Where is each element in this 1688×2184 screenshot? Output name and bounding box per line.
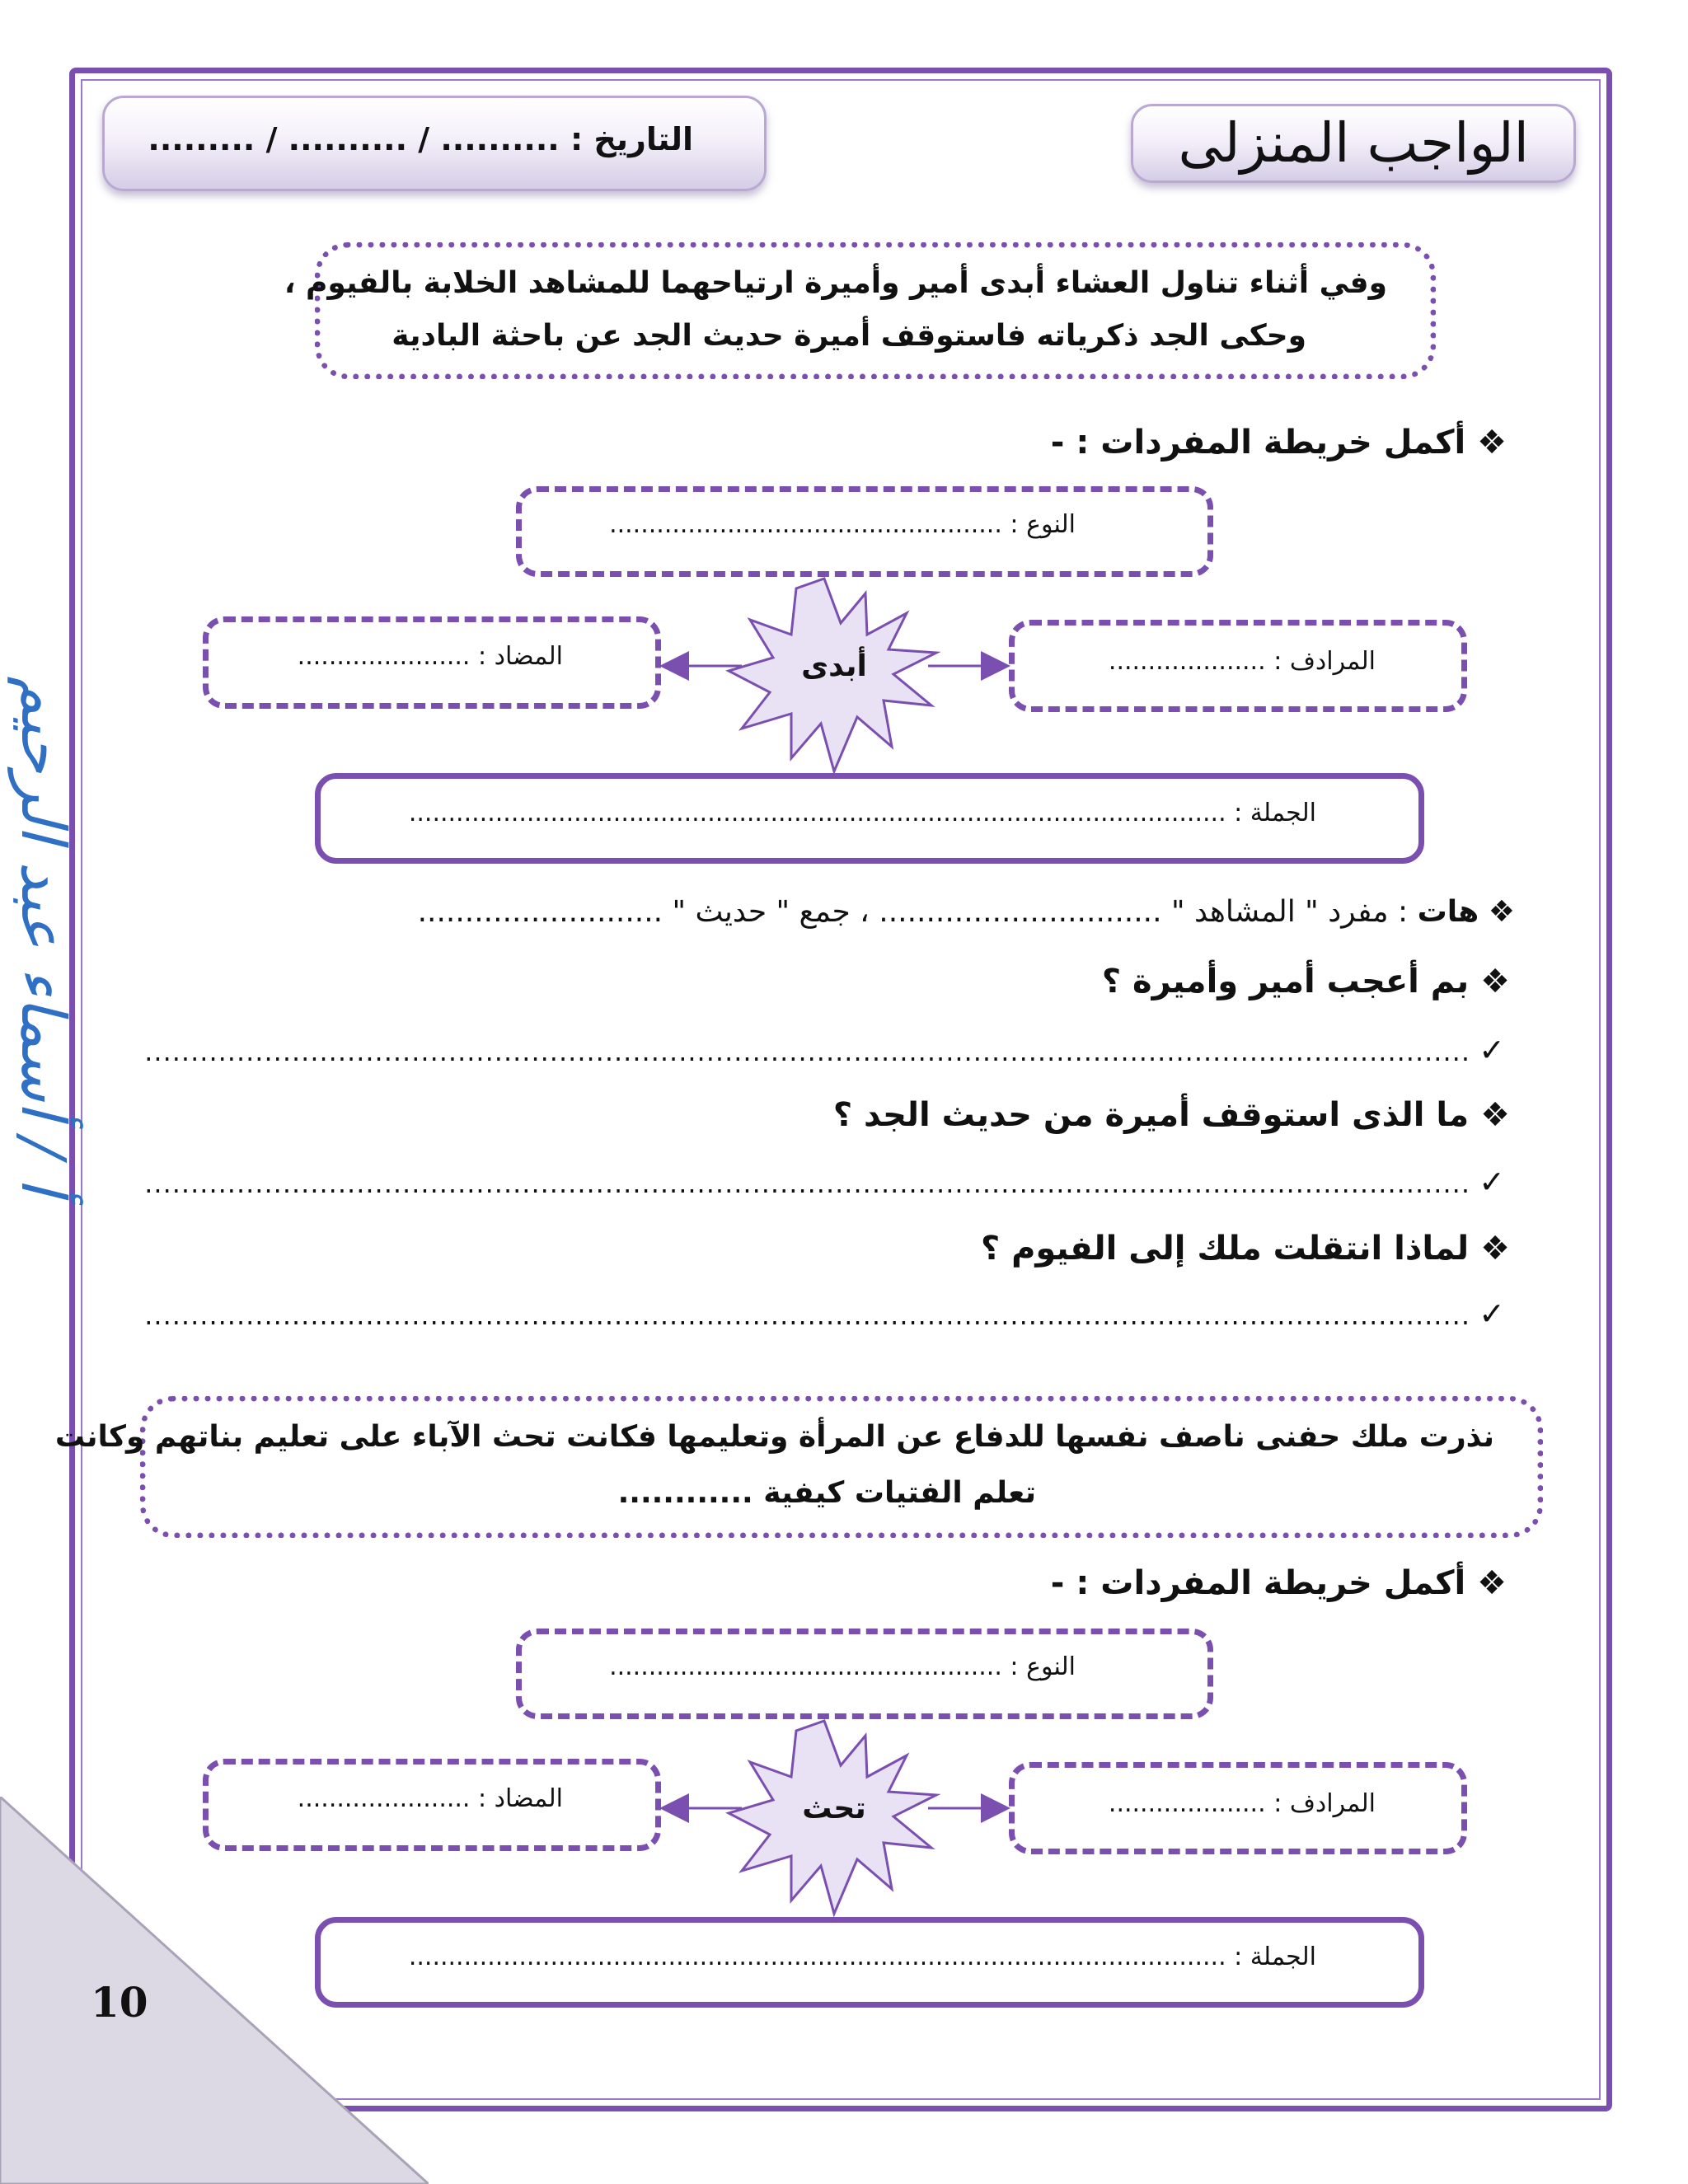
sentence-dots: ........................................................................................................: [408, 799, 1226, 827]
sentence-box-1[interactable]: [315, 773, 1424, 864]
question-1: [418, 895, 1515, 929]
date-banner: [102, 96, 767, 191]
sentence-dots: ........................................................................................................: [408, 1943, 1226, 1971]
section-2-heading: [1051, 1564, 1507, 1602]
type-dots: ..................................................: [609, 1652, 1002, 1681]
question-1-text: : مفرد " المشاهد " .............................. ، جمع " حديث " ..........................: [417, 895, 1409, 929]
answer-dots: ................................................................................................................................................: [144, 1168, 1470, 1199]
passage-1-line-2: وحكى الجد ذكرياته فاستوقف أميرة حديث الجد عن باحثة البادية: [392, 319, 1306, 353]
section-1-heading-text: أكمل خريطة المفردات : -: [1050, 424, 1466, 462]
check-icon: ✓: [1479, 1296, 1505, 1332]
date-field[interactable]: التاريخ : .......... / .......... / .........: [148, 121, 693, 157]
passage-2-line-2: تعلم الفتيات كيفية ............: [617, 1476, 1036, 1510]
type-label: النوع :: [1010, 1652, 1076, 1681]
question-2: [1102, 963, 1510, 1001]
antonym-label: المضاد :: [478, 642, 563, 671]
antonym-dots: ......................: [297, 642, 471, 671]
section-2-heading-text: أكمل خريطة المفردات : -: [1050, 1564, 1466, 1602]
question-2-text: بم أعجب أمير وأميرة ؟: [1101, 963, 1470, 1001]
check-icon: ✓: [1479, 1164, 1505, 1200]
type-label: النوع :: [1010, 510, 1076, 539]
check-icon: ✓: [1479, 1032, 1505, 1068]
synonym-dots: ....................: [1108, 1789, 1266, 1818]
synonym-label: المرادف :: [1273, 647, 1376, 676]
bullet-icon: ❖: [1480, 1230, 1510, 1268]
antonym-box-1[interactable]: [203, 616, 661, 709]
synonym-box-1[interactable]: [1009, 620, 1467, 712]
sentence-label: الجملة :: [1234, 1943, 1316, 1971]
antonym-label: المضاد :: [478, 1784, 563, 1813]
bullet-icon: ❖: [1480, 963, 1510, 1001]
corner-triangle-decoration: [0, 1797, 429, 2184]
sentence-box-2[interactable]: [315, 1917, 1424, 2008]
question-4: [981, 1230, 1510, 1268]
passage-1-line-1: وفي أثناء تناول العشاء أبدى أمير وأميرة ارتياحهما للمشاهد الخلابة بالفيوم ،: [284, 266, 1387, 300]
passage-2-line-1: نذرت ملك حفنى ناصف نفسها للدفاع عن المرأة وتعليمها فكانت تحث الآباء على تعليم بناتهم وكانت: [54, 1420, 1494, 1454]
page-number: 10: [91, 1978, 148, 2027]
bullet-icon: ❖: [1477, 424, 1507, 462]
synonym-dots: ....................: [1108, 647, 1266, 676]
type-box-1[interactable]: [516, 486, 1213, 577]
type-box-2[interactable]: [516, 1629, 1213, 1719]
starburst-diagram-1: [659, 577, 1010, 775]
passage-box-2: [54, 1396, 1543, 1538]
question-4-text: لماذا انتقلت ملك إلى الفيوم ؟: [980, 1230, 1470, 1268]
answer-dots: ................................................................................................................................................: [144, 1300, 1470, 1331]
title-banner: [1131, 104, 1576, 183]
answer-line-2[interactable]: [144, 1032, 1505, 1068]
side-signature-text: أ / أسماء عبد الرحيم: [7, 676, 78, 1195]
antonym-dots: ......................: [297, 1784, 471, 1813]
page-title: الواجب المنزلى: [1178, 111, 1529, 175]
bullet-icon: ❖: [1477, 1564, 1507, 1602]
center-word-2: تحث: [802, 1792, 866, 1825]
passage-box-1: [284, 242, 1436, 379]
answer-line-4[interactable]: [144, 1296, 1505, 1332]
answer-dots: ................................................................................................................................................: [144, 1036, 1470, 1067]
sentence-label: الجملة :: [1234, 799, 1316, 827]
synonym-box-2[interactable]: [1009, 1762, 1467, 1854]
synonym-label: المرادف :: [1273, 1789, 1376, 1818]
side-signature: [4, 622, 78, 1249]
section-1-heading: [1051, 424, 1507, 462]
answer-line-3[interactable]: [144, 1164, 1505, 1200]
question-3-text: ما الذى استوقف أميرة من حديث الجد ؟: [832, 1096, 1470, 1134]
center-word-1: أبدى: [801, 649, 867, 683]
starburst-diagram-2: [659, 1719, 1010, 1917]
bullet-icon: ❖: [1480, 1096, 1510, 1134]
question-1-label: هات: [1417, 895, 1479, 929]
bullet-icon: ❖: [1488, 895, 1515, 929]
type-dots: ..................................................: [609, 510, 1002, 539]
question-3: [833, 1096, 1510, 1134]
